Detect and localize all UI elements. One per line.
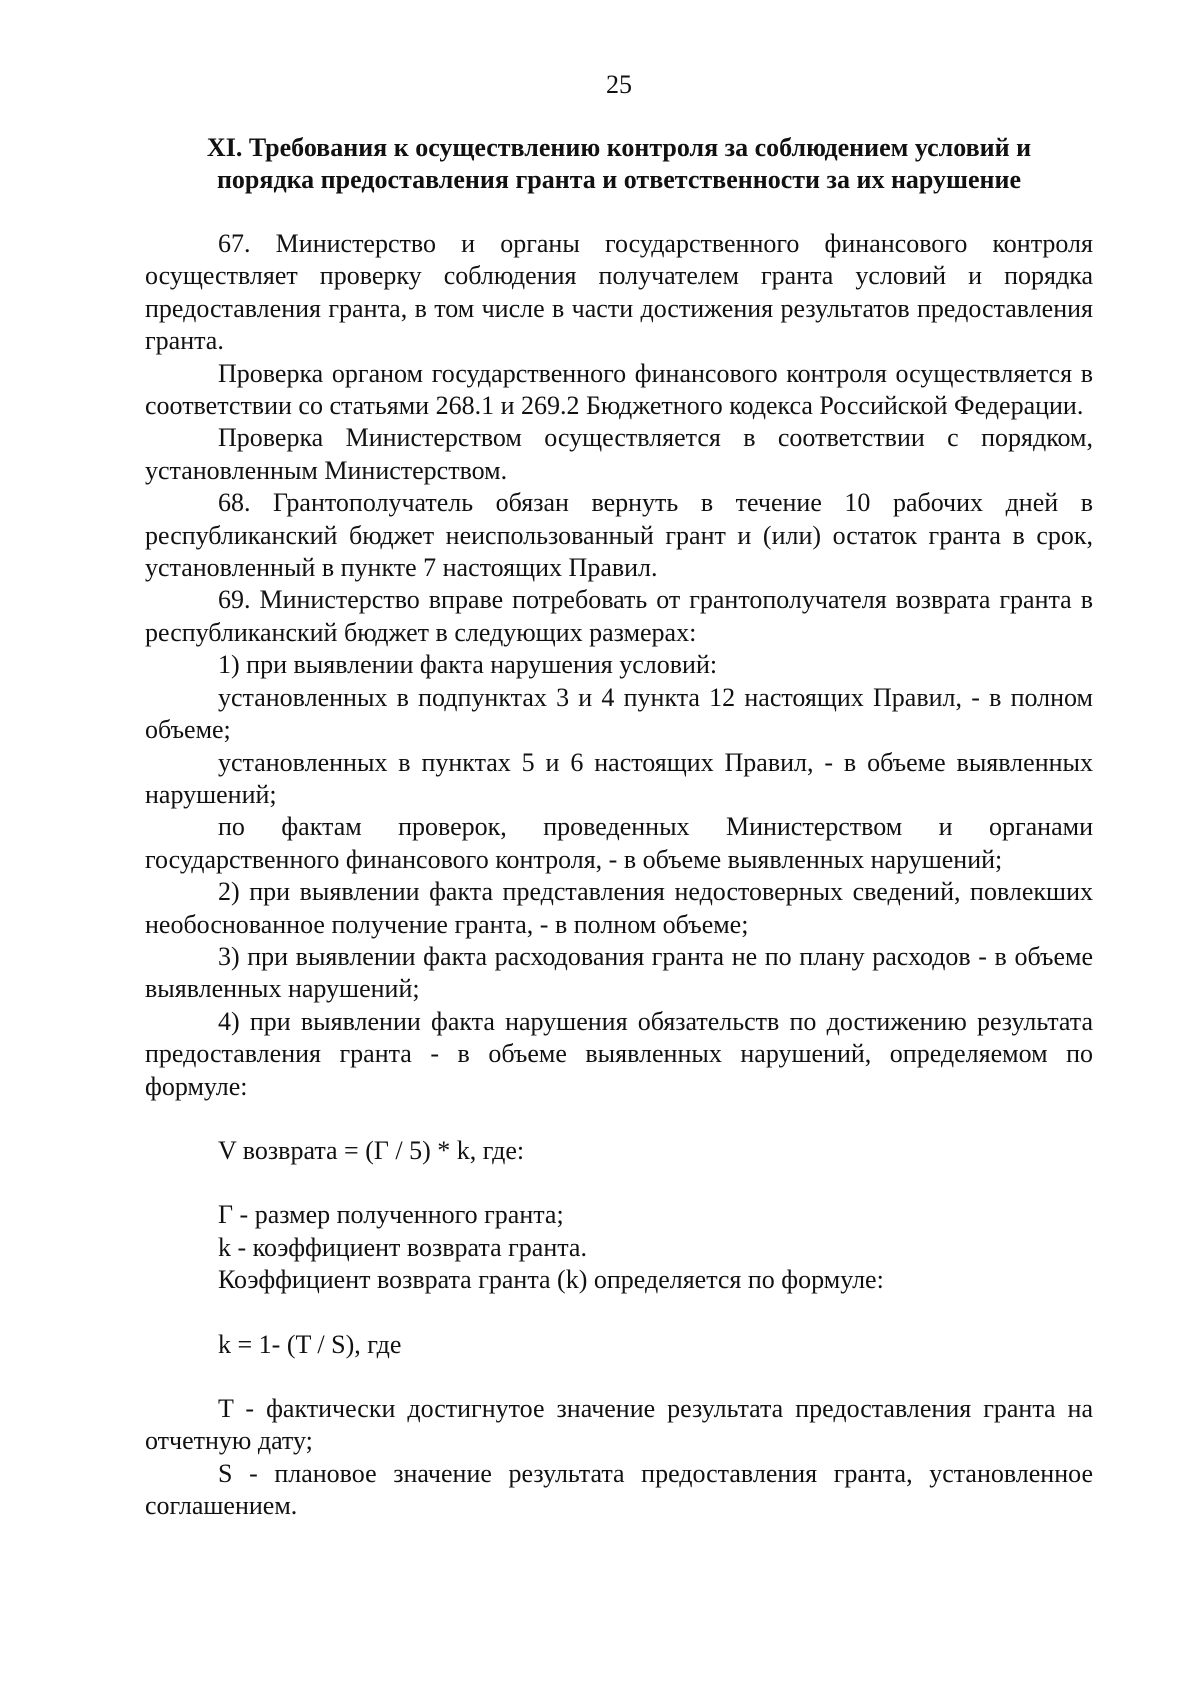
paragraph-check-ministry: Проверка Министерством осуществляется в соответствии с порядком, установленным Министерством.: [145, 423, 1093, 485]
paragraph-67: 67. Министерство и органы государственного финансового контроля осуществляет проверку соблюдения получателем гранта условий и порядка предоставления гранта, в том числе в части достижения результатов предоставления гранта.: [145, 229, 1093, 356]
list-item-2: 2) при выявлении факта представления недостоверных сведений, повлекших необоснованное получение гранта, - в полном объеме;: [145, 877, 1093, 939]
definition-coefficient-formula-intro: Коэффициент возврата гранта (k) определяется по формуле:: [218, 1265, 884, 1295]
document-page: [145, 70, 1093, 1523]
definition-coefficient: k - коэффициент возврата гранта.: [218, 1232, 587, 1262]
section-title-line-2: порядка предоставления гранта и ответственности за их нарушение: [216, 165, 1022, 194]
list-item-1: 1) при выявлении факта нарушения условий:: [218, 650, 718, 680]
list-subitem-points-5-6: установленных в пунктах 5 и 6 настоящих Правил, - в объеме выявленных нарушений;: [145, 747, 1093, 809]
page-number: 25: [606, 70, 632, 99]
paragraph-68: 68. Грантополучатель обязан вернуть в течение 10 рабочих дней в республиканский бюджет неиспользованный грант и (или) остаток гранта в срок, установленный в пункте 7 настоящих Правил.: [145, 488, 1093, 583]
list-subitem-inspections: по фактам проверок, проведенных Министерством и органами государственного финансового контроля, - в объеме выявленных нарушений;: [145, 812, 1093, 874]
paragraph-69: 69. Министерство вправе потребовать от грантополучателя возврата гранта в республиканский бюджет в следующих размерах:: [145, 585, 1093, 647]
formula-return-volume: V возврата = (Г / 5) * k, где:: [218, 1135, 525, 1165]
definition-actual-value: T - фактически достигнутое значение результата предоставления гранта на отчетную дату;: [145, 1394, 1093, 1456]
definition-planned-value: S - плановое значение результата предоставления гранта, установленное соглашением.: [145, 1458, 1093, 1521]
spacer: [145, 1103, 1093, 1135]
list-subitem-full-volume: установленных в подпунктах 3 и 4 пункта 12 настоящих Правил, - в полном объеме;: [145, 682, 1093, 745]
paragraph-check-financial-control: Проверка органом государственного финансового контроля осуществляется в соответствии со статьями 268.1 и 269.2 Бюджетного кодекса Российской Федерации.: [145, 358, 1093, 421]
formula-coefficient: k = 1- (T / S), где: [218, 1329, 402, 1359]
spacer: [145, 1167, 1093, 1199]
list-item-4: 4) при выявлении факта нарушения обязательств по достижению результата предоставления гранта - в объеме выявленных нарушений, определяемом по формуле:: [145, 1006, 1093, 1101]
list-item-3: 3) при выявлении факта расходования гранта не по плану расходов - в объеме выявленных нарушений;: [145, 941, 1093, 1004]
section-title-line-1: XI. Требования к осуществлению контроля за соблюдением условий и: [206, 133, 1032, 162]
section-title: [145, 132, 1093, 196]
definition-grant-size: Г - размер полученного гранта;: [218, 1200, 564, 1230]
spacer: [145, 1361, 1093, 1393]
spacer: [145, 1297, 1093, 1329]
